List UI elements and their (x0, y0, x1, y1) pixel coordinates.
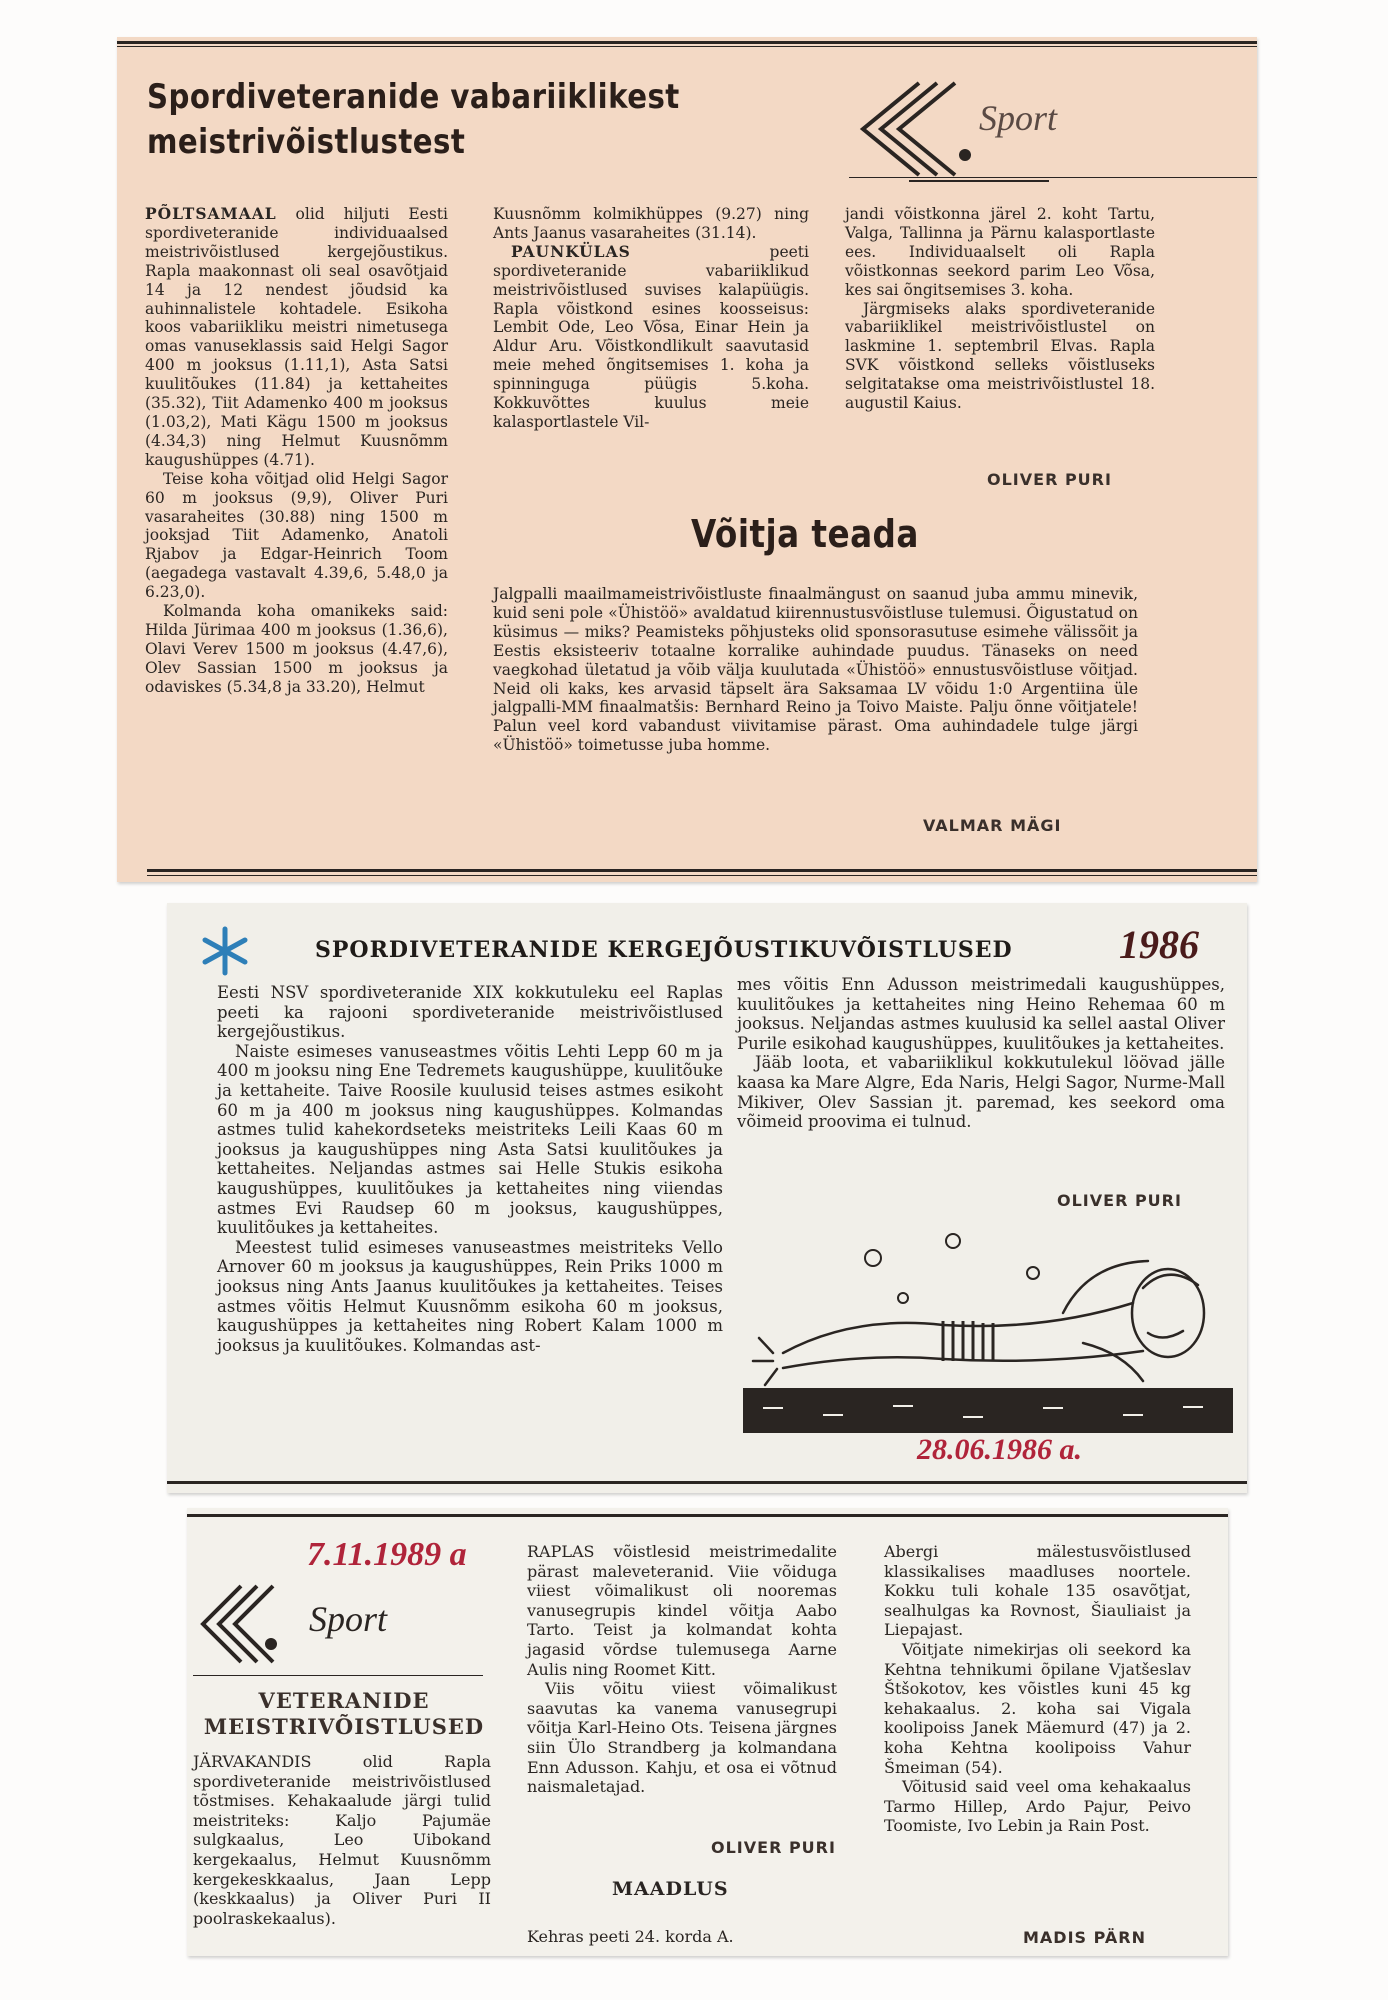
paragraph: Kolmanda koha omanikeks said: Hilda Jürimaa 400 m jooksus (1.36,6), Olavi Verev 1500 m jooksus (4.47,6), Olev Sassian 1500 m jooksus ja odaviskes (5.34,8 ja 33.20), Helmut (145, 602, 448, 696)
subheadline-maadlus: MAADLUS (612, 1878, 729, 1900)
sport-logo-icon (193, 1580, 323, 1670)
paragraph: Viis võitu viiest võimalikust saavutas ka vanema vanusegrupi võitja Karl-Heino Ots. Teisena järgnes siin Ülo Strandberg ja kolmandana Enn Adusson. Kahju, et osa ei võtnud naismaletajad. (527, 1679, 837, 1797)
subheadline: Võitja teada (691, 512, 919, 556)
logo-rule (193, 1675, 483, 1676)
handwritten-date: 7.11.1989 a (307, 1536, 467, 1573)
article-column-3 (884, 1542, 1191, 1836)
article-column-2 (493, 205, 809, 432)
article-column-1 (217, 983, 723, 1355)
article-title (187, 1688, 509, 1740)
sport-logo-label: Sport (309, 1599, 388, 1639)
article-title: SPORDIVETERANIDE KERGEJÕUSTIKUVÕISTLUSED (315, 937, 1013, 963)
paragraph: mes võitis Enn Adusson meistrimedali kaugushüppes, kuulitõukes ja kettaheites ning Heino Rehemaa 60 m jooksus. Neljandas astmes kuulusid ka sellel aastal Oliver Purile esikohad kaugushüppes, kuulitõukes ja kettaheites. (737, 975, 1225, 1053)
paragraph: Kuusnõmm kolmikhüppes (9.27) ning Ants Jaanus vasaraheites (31.14). (493, 205, 809, 242)
paragraph: Järgmiseks alaks spordiveteranide vabariiklikel meistrivõistlustel on laskmine 1. septembril Elvas. Rapla SVK võistkond selleks võistluseks selgitatakse oma meistrivõistlustel 18. augustil Kaius. (845, 299, 1155, 413)
article-column-1 (145, 205, 448, 697)
bottom-rule (167, 1481, 1247, 1484)
article-column-2 (737, 975, 1225, 1132)
sunbather-illustration (743, 1203, 1233, 1433)
headline-line-1: Spordiveteranide vabariiklikest (147, 77, 680, 117)
title-line-1: VETERANIDE (258, 1688, 430, 1713)
article-column-3 (845, 205, 1155, 413)
paragraph: jandi võistkonna järel 2. koht Tartu, Valga, Tallinna ja Pärnu kalasportlaste ees. Individuaalselt oli Rapla võistkonnas seekord parim Leo Võsa, kes sai õngitsemises 3. koha. (845, 205, 1155, 299)
paragraph: Jääb loota, et vabariiklikul kokkutulekul löövad jälle kaasa ka Mare Algre, Eda Naris, Helgi Sagor, Nurme-Mall Mikiver, Olev Sassian jt. paremad, kes seekord oma võimeid proovima ei tulnud. (737, 1053, 1225, 1132)
paragraph: olid hiljuti Eesti spordiveteranide individuaalsed meistrivõistlused kergejõustikus. Rapla maakonnast oli seal osavõtjaid 14 ja 12 nendest jõudsid ka auhinnalistele kohtadele. Esikoha koos vabariikliku meistri nimetusega omas vanuseklassis said Helgi Sagor 400 m jooksus (1.11,1), Asta Satsi kuulitõukes (11.84) ja kettaheites (35.32), Tiit Adamenko 400 m jooksus (1.03,2), Mati Kägu 1500 m jooksus (4.34,3) ning Helmut Kuusnõmm kaugushüppes (4.71). (145, 205, 448, 469)
handwritten-year: 1986 (1119, 922, 1199, 967)
signature-valmar-magi: VALMAR MÄGI (923, 816, 1062, 835)
snowflake-icon (199, 925, 251, 977)
paragraph: Eesti NSV spordiveteranide XIX kokkutuleku eel Raplas peeti ka rajooni spordiveteranide meistrivõistlused kergejõustikus. (217, 983, 723, 1042)
signature-oliver-puri: OLIVER PURI (711, 1838, 836, 1857)
clipping-1 (117, 37, 1257, 882)
sport-logo-label: Sport (979, 98, 1058, 138)
lead-word: PAUNKÜLAS (511, 241, 631, 261)
subarticle-text (527, 1928, 837, 1947)
signature-oliver-puri: OLIVER PURI (987, 470, 1112, 489)
signature-madis-parn: MADIS PÄRN (1023, 1928, 1146, 1947)
paragraph: RAPLAS võistlesid meistrimedalite pärast maleveteranid. Viie võiduga viiest võimalikust oli nooremas vanusegrupis kindel võitja Aabo Tarto. Teist ja kolmandat kohta jagasid võrdse tulemusega Aarne Aulis ning Roomet Kitt. (527, 1542, 837, 1679)
logo-rule (849, 177, 1257, 178)
paragraph: Naiste esimeses vanuseastmes võitis Lehti Lepp 60 m ja 400 m jooksu ning Ene Tedremets kaugushüppe, kuulitõuke ja kettaheite. Taive Roosile kuulusid teises astmes esikoht 60 m ja 400 m jooksus ning kaugushüppes. Kolmandas astmes tulid kahekordseteks meistriteks Leili Kaas 60 m jooksus ja kaugushüppes ning Asta Satsi kuulitõukes ja kettaheites. Neljandas astmes sai Helle Stukis esikoha kaugushüppes, kuulitõukes ja kettaheites ning viiendas astmes Evi Raudsep 60 m jooksus, kaugushüppes, kuulitõukes ja kettaheites. (217, 1041, 723, 1238)
paragraph: peeti spordiveteranide vabariiklikud meistrivõistlused suvises kalapüügis. Rapla võistkond esines koosseisus: Lembit Ode, Leo Võsa, Einar Hein ja Aldur Aru. Võistkondlikult saavutasid meie mehed õngitsemises 1. koha ja spinninguga püügis 5.koha. Kokkuvõttes kuulus meie kalasportlastele Vil- (493, 242, 809, 431)
handwritten-date: 28.06.1986 a. (917, 1433, 1082, 1466)
clipping-3 (187, 1508, 1228, 1956)
bottom-rule (147, 869, 1257, 872)
article-column-2 (527, 1542, 837, 1797)
top-rule (117, 41, 1257, 44)
paragraph: Jalgpalli maailmameistrivõistluste finaalmängust on saanud juba ammu minevik, kuid seni pole «Ühistöö» avaldatud kiirennustusvõistluse tulemusi. Õigustatud on küsimus — miks? Peamisteks põhjusteks olid sponsorasutuse esimehe välissõit ja Eestis eksisteeriv totaalne korralike auhindade puudus. Tänaseks on need vaegkohad ületatud ja võib välja kuulutada «Ühistöö» ennustusvõistluse võitjad. Neid oli kaks, kes arvasid täpselt ära Saksamaa LV võidu 1:0 Argentiina üle jalgpalli-MM finaalmatšis: Bernhard Reino ja Toivo Maiste. Palju õnne võitjatele! Palun veel kord vabandust viivitamise pärast. Oma auhindadele tulge järgi «Ühistöö» toimetusse juba homme. (493, 585, 1138, 755)
paragraph: Abergi mälestusvõistlused klassikalises maadluses noortele. Kokku tuli kohale 135 osavõtjat, sealhulgas ka Rovnost, Šiauliaist ja Liepajast. (884, 1542, 1191, 1640)
clipping-2 (167, 903, 1247, 1493)
lead-word: PÕLTSAMAAL (145, 204, 277, 223)
paragraph: Teise koha võitjad olid Helgi Sagor 60 m jooksus (9,9), Oliver Puri vasaraheites (30.88) ning 1500 m jooksjad Tiit Adamenko, Anatoli Rjabov ja Edgar-Heinrich Toom (aegadega vastavalt 4.39,6, 5.48,0 ja 6.23,0). (145, 469, 448, 602)
bottom-rule-thin (147, 875, 1257, 876)
article-column-1 (193, 1752, 491, 1928)
paragraph: Võitjate nimekirjas oli seekord ka Kehtna tehnikumi õpilane Vjatšeslav Štšokotov, kes võistles kuni 45 kg kehakaalus. 2. koha sai Vigala koolipoiss Janek Mäemurd (47) ja 2. koha Kehtna koolipoiss Vahur Šmeiman (54). (884, 1639, 1191, 1777)
paragraph: JÄRVAKANDIS olid Rapla spordiveteranide meistrivõistlused tõstmises. Kehakaalude järgi tulid meistriteks: Kaljo Pajumäe sulgkaalus, Leo Uibokand kergekaalus, Helmut Kuusnõmm kergekeskkaalus, Jaan Lepp (keskkaalus) ja Oliver Puri II poolraskekaalus). (193, 1752, 491, 1928)
title-line-2: MEISTRIVÕISTLUSED (203, 1714, 485, 1739)
top-rule-thin (117, 46, 1257, 47)
paragraph: Võitusid said veel oma kehakaalus Tarmo Hillep, Ardo Pajur, Peivo Toomiste, Ivo Lebin ja Rain Post. (884, 1777, 1191, 1836)
paragraph: Kehras peeti 24. korda A. (527, 1927, 734, 1946)
paragraph: Meestest tulid esimeses vanuseastmes meistriteks Vello Arnover 60 m jooksus ja kaugushüppes, Rein Priks 1000 m jooksus ning Ants Jaanus kuulitõukes ja kettaheites. Teises astmes võitis Helmut Kuusnõmm esikoha 60 m jooksus, kaugushüppes ja kettaheites ning Robert Kalam 1000 m jooksus ja kuulitõukes. Kolmandas ast- (217, 1237, 723, 1355)
headline-line-2: meistrivõistlustest (147, 122, 466, 162)
signature-oliver-puri: OLIVER PURI (1057, 1191, 1182, 1210)
top-rule (187, 1514, 1228, 1517)
subarticle-text (493, 585, 1138, 755)
